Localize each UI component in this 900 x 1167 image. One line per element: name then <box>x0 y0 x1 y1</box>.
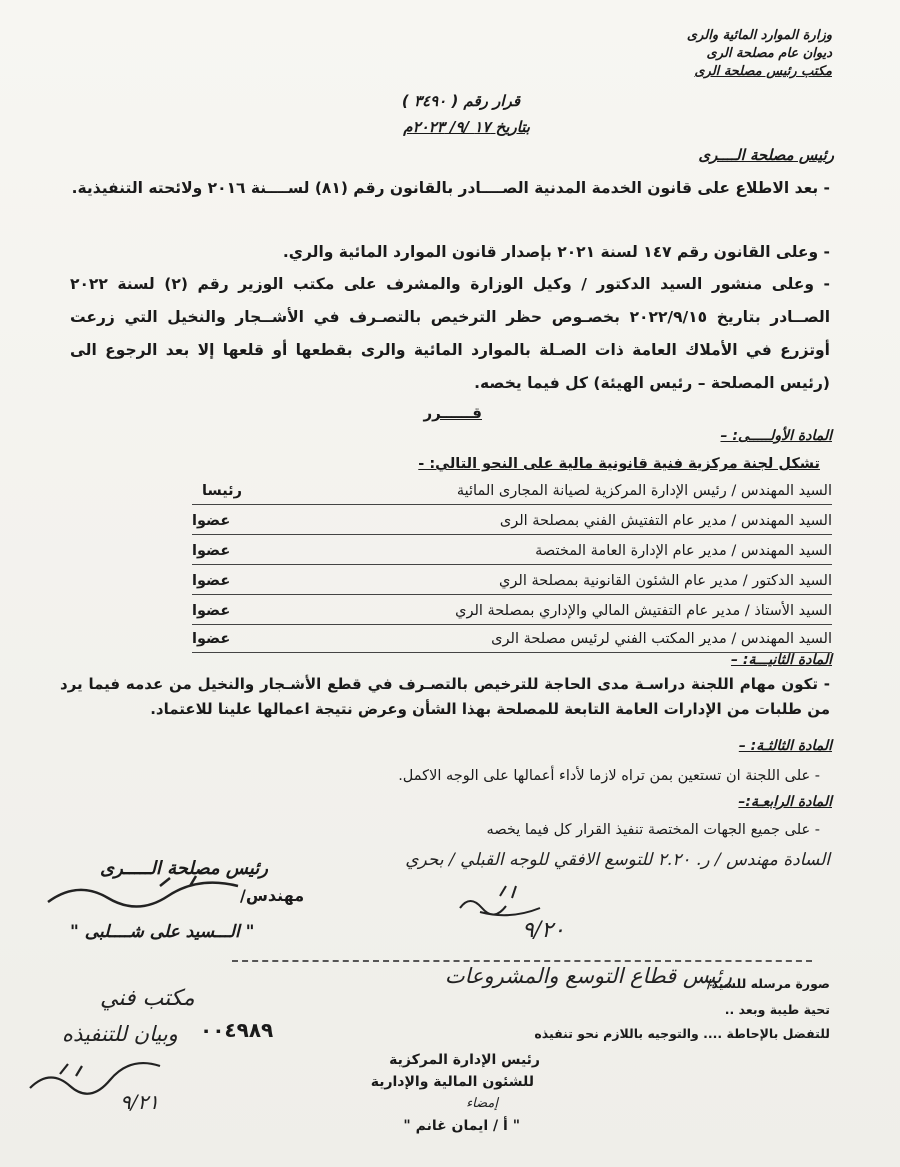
member-name: السيد المهندس / رئيس الإدارة المركزية لصيانة المجارى المائية <box>456 483 832 499</box>
handwritten-addressee: رئيس قطاع التوسع والمشروعات <box>444 964 732 988</box>
copy-line: صورة مرسله للسيد/ <box>706 976 830 991</box>
signature-eng: مهندس/ <box>240 886 305 905</box>
member-name: السيد الدكتور / مدير عام الشئون القانونية بمصلحة الري <box>499 573 832 589</box>
preamble-1 <box>70 172 830 205</box>
member-row <box>192 508 832 535</box>
handwritten-signature-icon <box>440 878 590 958</box>
decision-number: قرار رقم ( ٣٤٩٠ ) <box>401 92 520 110</box>
preamble-2-text: وعلى القانون رقم ١٤٧ لسنة ٢٠٢١ بإصدار قانون الموارد المائية والري. <box>282 243 819 261</box>
office-name: ديوان عام مصلحة الرى <box>706 46 832 61</box>
preamble-3-text: وعلى منشور السيد الدكتور / وكيل الوزارة والمشرف على مكتب الوزير رقم (٢) لسنة ٢٠٢٢ الصــادر بتاريخ ٢٠٢٢/٩/١٥ بخصـوص حظر الترخيص بالتصـرف في الأشــجار والنخيل التي زرعت أوتزرع في الأملاك العامة ذات الصـلة بالموارد المائية والرى بقطعها أو قلعها إلا بعد الرجوع الى (رئيس المصلحة – رئيس الهيئة) كل فيما يخصه. <box>70 275 831 392</box>
instruction: للتفضل بالإحاطة .... والتوجيه باللازم نحو تنفيذه <box>534 1026 830 1041</box>
article-4-text <box>487 822 820 838</box>
preamble-2 <box>70 236 830 269</box>
member-name: السيد المهندس / مدير عام التفتيش الفني بمصلحة الرى <box>499 513 832 529</box>
member-role: عضوا <box>192 631 231 647</box>
handwritten-directive: السادة مهندس / ر. ٢.٢٠ للتوسع الافقي للوجه القبلي / بحري <box>405 850 830 870</box>
handwritten-exec-note: وبيان للتنفيذه <box>62 1022 178 1046</box>
bullet: - <box>818 243 830 261</box>
bullet: - <box>817 675 831 693</box>
article-3-text <box>398 768 820 784</box>
preamble-1-text: بعد الاطلاع على قانون الخدمة المدنية الصــــادر بالقانون رقم (٨١) لســــنة ٢٠١٦ ولائحته التنفيذية. <box>71 179 819 197</box>
article-4-body: على جميع الجهات المختصة تنفيذ القرار كل فيما يخصه <box>486 822 811 838</box>
signature-name: " الـــسيد على شــــلبى " <box>70 922 255 942</box>
member-name: السيد الأستاذ / مدير عام التفتيش المالي والإداري بمصلحة الري <box>455 603 832 619</box>
member-row <box>192 626 832 653</box>
ministry-name: وزارة الموارد المائية والرى <box>686 28 832 43</box>
member-row <box>192 538 832 565</box>
member-name: السيد المهندس / مدير المكتب الفني لرئيس مصلحة الرى <box>491 631 832 647</box>
member-name: السيد المهندس / مدير عام الإدارة العامة المختصة <box>535 543 832 559</box>
signature-scribble-icon <box>40 872 250 922</box>
preamble-3 <box>70 268 830 400</box>
signature-title: رئيس مصلحة الـــــرى <box>100 858 268 879</box>
article-4-title: المادة الرابعـة:– <box>738 794 832 810</box>
member-row <box>192 568 832 595</box>
member-role: رئيسا <box>202 483 242 499</box>
handwritten-date: ٩/٢٠ <box>522 918 565 943</box>
bureau-name: مكتب رئيس مصلحة الرى <box>694 64 832 79</box>
article-2-title: المادة الثانيـــة: – <box>730 652 832 668</box>
bullet: - <box>818 179 830 197</box>
bullet: - <box>810 822 820 838</box>
member-row <box>192 598 832 625</box>
member-role: عضوا <box>192 513 231 529</box>
member-row <box>192 478 832 505</box>
greeting: تحية طيبة وبعد .. <box>724 1002 830 1017</box>
addressee-title: رئيس مصلحة الــــرى <box>698 146 834 164</box>
member-role: عضوا <box>192 543 231 559</box>
member-role: عضوا <box>192 573 231 589</box>
article-3-body: على اللجنة ان تستعين بمن تراه لازما لأداء أعمالها على الوجه الاكمل. <box>398 768 811 784</box>
decides-heading: قــــــرر <box>423 404 482 422</box>
handwritten-office-note: مكتب فني <box>100 986 195 1011</box>
sender-name: " أ / ايمان غانم " <box>403 1118 520 1134</box>
handwritten-margin-date: ٩/٢١ <box>120 1090 159 1114</box>
sender-title-2: للشئون المالية والإدارية <box>370 1074 534 1090</box>
handwritten-number: ٠٠٤٩٨٩ <box>200 1018 274 1042</box>
bullet: - <box>810 768 820 784</box>
bullet: - <box>814 275 830 293</box>
article-1-title: المادة الأولـــــى: – <box>720 428 832 444</box>
divider <box>232 960 812 962</box>
member-role: عضوا <box>192 603 231 619</box>
article-2-body: تكون مهام اللجنة دراسـة مدى الحاجة للترخيص بالتصـرف في قطع الأشـجار والنخيل من عدمه فيما يرد من طلبات من الإدارات العامة التابعة للمصلحة بهذا الشأن وعرض نتيجة اعمالها علينا للاعتماد. <box>60 675 830 718</box>
article-1-intro: تشكل لجنة مركزية فنية قانونية مالية على النحو التالي: - <box>418 456 820 472</box>
decision-date: بتاريخ ١٧ /٩/ ٢٠٢٣م <box>403 118 530 136</box>
article-3-title: المادة الثالثـة: – <box>738 738 832 754</box>
sender-hand-sign: إمضاء <box>466 1096 498 1111</box>
article-2-text <box>60 672 830 722</box>
sender-title-1: رئيس الإدارة المركزية <box>389 1052 540 1068</box>
